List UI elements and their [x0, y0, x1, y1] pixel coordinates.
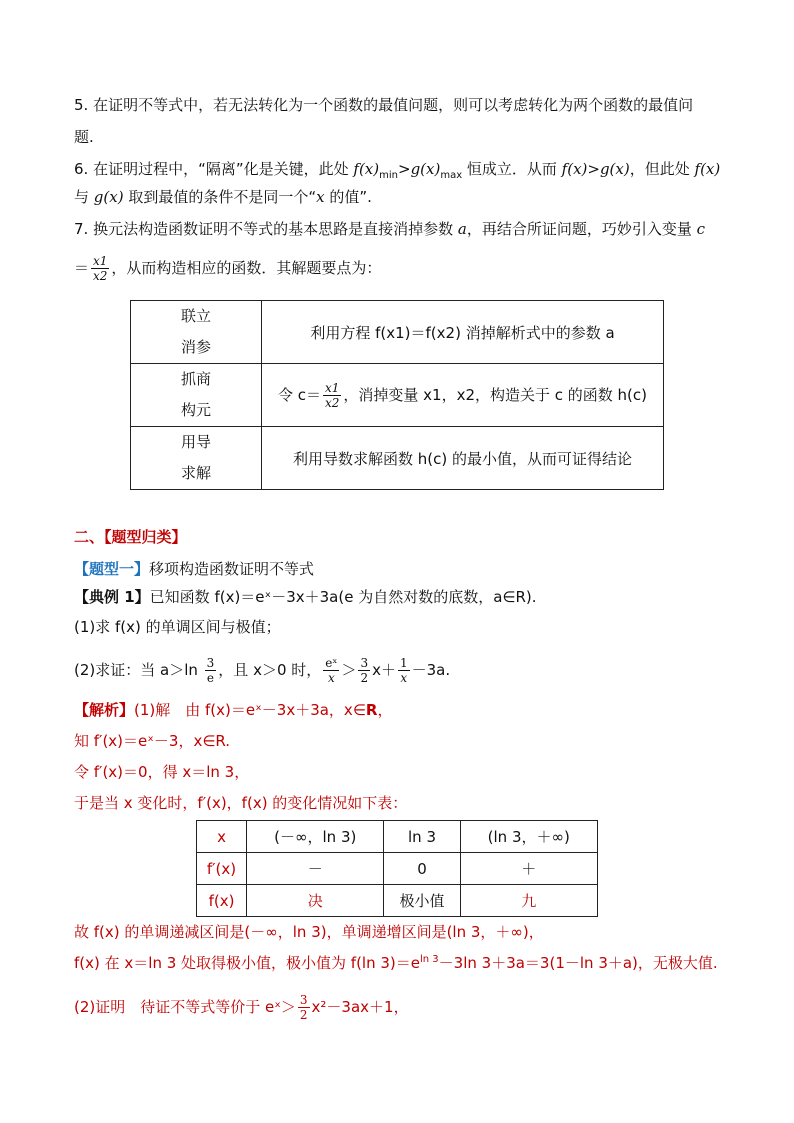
table-cell: f′(x)	[197, 853, 247, 885]
conclusion-line-2: f(x) 在 x＝ln 3 处取得极小值，极小值为 f(ln $3)=e^{ln 3}-3\ln$ 3＋3a＝3(1－ln 3＋a)，无极大值.	[74, 954, 718, 972]
p6-gt: >	[397, 160, 411, 178]
p7-l1-b: ，再结合所证问题，巧妙引入变量	[466, 220, 697, 238]
step-content: 利用导数求解函数 h(c) 的最小值，从而可证得结论	[262, 427, 664, 490]
example-text: 已知函数 f(x)＝eˣ－3x＋3a(e 为自然对数的底数，a∈R).	[149, 588, 537, 606]
q2-frac-3e: $\frac{3}{e}$	[206, 656, 215, 685]
table-cell: ln 3	[384, 821, 460, 853]
type-tag: 【题型一】	[74, 560, 150, 578]
conclusion-line-1: 故 f(x) 的单调递减区间是(－∞，ln 3)，单调递增区间是(ln 3，＋∞)，	[74, 923, 544, 941]
section-heading: 二、【题型归类】	[74, 528, 187, 546]
q2-frac-ex: $\frac{\text{eˣ}}{x}$	[325, 656, 338, 685]
point-6-line-1	[74, 159, 720, 179]
table-cell: 决	[247, 885, 384, 917]
p6-text-d: ，但此处	[629, 160, 695, 178]
table-cell: －	[247, 853, 384, 885]
example-line	[74, 587, 537, 607]
table-cell: (－∞，ln 3)	[247, 821, 384, 853]
question-2: (2)求证：当 a＞ln $\frac{3}{e}$ ，且 x＞0 时， $\frac{\text{eˣ}}{x}$ ＞ $\frac{3}{2}$ x＋ $\frac{1}{x}$ －3a.	[74, 656, 451, 685]
table-row	[131, 301, 664, 364]
solution-line-4: 于是当 x 变化时，f′(x)，f(x) 的变化情况如下表：	[74, 794, 408, 812]
steps-table	[130, 300, 664, 490]
p6-fmin: f(x)	[353, 160, 380, 178]
p6-text-b: 恒成立．从而	[462, 160, 562, 178]
point-5-line-2: 题.	[74, 128, 94, 146]
table-row	[197, 853, 598, 885]
table-cell: 九	[460, 885, 597, 917]
point-7-line-2	[74, 254, 381, 283]
p6-l2-a: 与	[74, 188, 94, 206]
point-6-line-2	[74, 187, 372, 207]
point-7-line-1	[74, 219, 705, 239]
point-5-line-1: 5. 在证明不等式中，若无法转化为一个函数的最值问题，则可以考虑转化为两个函数的最值问	[74, 96, 694, 114]
solution-line-2: 知 f′(x)＝eˣ－3，x∈R.	[74, 732, 231, 750]
step-label: 用导 求解	[131, 427, 262, 490]
p6-l2-b: 取到最值的条件不是同一个“	[123, 188, 317, 206]
table-row	[197, 885, 598, 917]
table-row	[131, 427, 664, 490]
p6-l2-c: 的值”.	[324, 188, 372, 206]
p6-l2-g: g(x)	[93, 188, 124, 206]
p6-min-sub: min	[379, 170, 398, 181]
p7-l1-a: 7. 换元法构造函数证明不等式的基本思路是直接消掉参数	[74, 220, 458, 238]
table-cell: ＋	[460, 853, 597, 885]
proof-frac-32: $\frac{3}{2}$	[299, 993, 308, 1022]
p7-fraction: $\frac{x1}{x2}$	[93, 254, 108, 283]
example-tag: 【典例 1】	[74, 588, 150, 606]
step-content: 利用方程 f(x1)＝f(x2) 消掉解析式中的参数 a	[262, 301, 664, 364]
table-cell: (ln 3，＋∞)	[460, 821, 597, 853]
p6-text-a: 6. 在证明过程中，“隔离”化是关键，此处	[74, 160, 354, 178]
q2-frac-32: $\frac{3}{2}$	[360, 656, 369, 685]
proof-line: (2)证明 待证不等式等价于 eˣ＞ $\frac{3}{2}$ x²－3ax＋1，	[74, 993, 409, 1022]
p6-fx: f(x)	[694, 160, 721, 178]
step-label: 联立 消参	[131, 301, 262, 364]
table-cell: f(x)	[197, 885, 247, 917]
p7-var-a: a	[457, 220, 467, 238]
solution-tag: 【解析】	[74, 701, 135, 719]
table-cell: 极小值	[384, 885, 460, 917]
exponent: ln 3	[420, 954, 439, 965]
table-cell: 0	[384, 853, 460, 885]
step-content: 令 c＝ $\frac{x1}{x2}$ ，消掉变量 x1，x2，构造关于 c 的函数 h(c)	[262, 364, 664, 427]
p6-l2-x: x	[316, 188, 325, 206]
question-1: (1)求 f(x) 的单调区间与极值；	[74, 618, 281, 636]
step-label: 抓商 构元	[131, 364, 262, 427]
variation-table	[196, 820, 598, 917]
p6-max-sub: max	[440, 170, 463, 181]
type-title: 移项构造函数证明不等式	[149, 560, 315, 578]
p6-fg: f(x)>g(x)	[561, 160, 630, 178]
p6-gmax: g(x)	[410, 160, 441, 178]
table-row	[131, 364, 664, 427]
p7-var-c: c	[696, 220, 705, 238]
p7-eq: ＝	[74, 259, 90, 277]
solution-line-1: 【解析】(1)解 由 f(x)＝eˣ－3x＋3a，x∈R，	[74, 701, 393, 719]
solution-line-3: 令 f′(x)＝0，得 x＝ln 3，	[74, 763, 250, 781]
table-row	[197, 821, 598, 853]
p7-l2-rest: ，从而构造相应的函数．其解题要点为：	[111, 259, 382, 277]
step-fraction: $\frac{x1}{x2}$	[324, 380, 340, 410]
q2-frac-1x: $\frac{1}{x}$	[400, 656, 408, 685]
type-line	[74, 559, 314, 579]
table-cell: x	[197, 821, 247, 853]
